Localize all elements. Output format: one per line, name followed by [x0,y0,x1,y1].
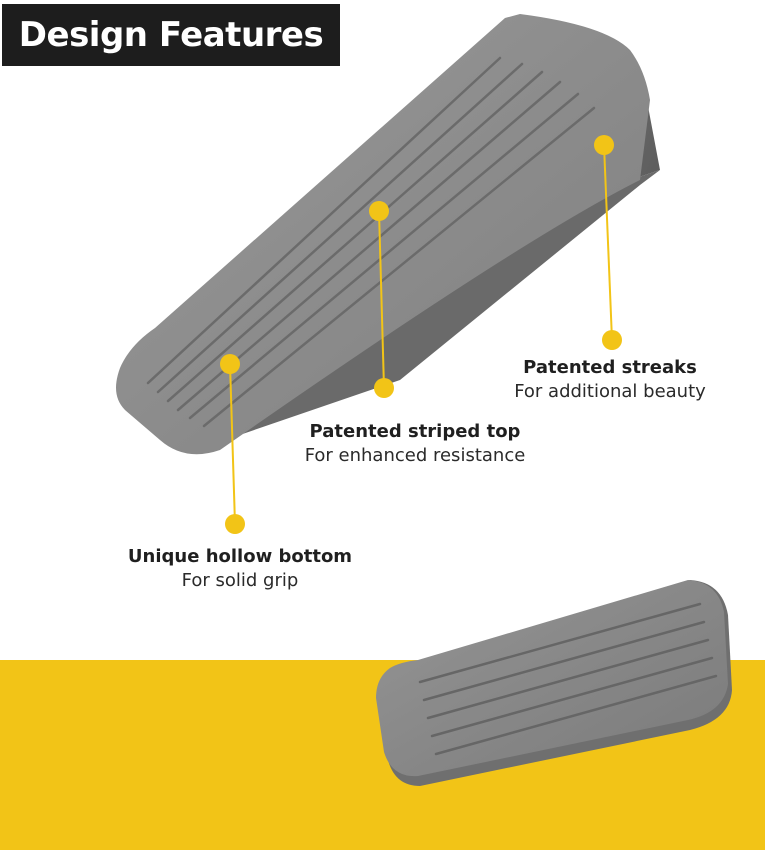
callout-subtext: For solid grip [181,570,299,591]
streaks-top-dot [594,135,614,155]
callout-patented-striped-top [270,420,560,468]
hollow-bottom-dot [225,514,245,534]
callout-heading: Unique hollow bottom [127,546,353,567]
callout-heading: Patented striped top [309,421,521,442]
striped-bottom-dot [374,378,394,398]
callout-heading: Patented streaks [523,357,697,378]
striped-top-dot [369,201,389,221]
page-title: Design Features [18,15,324,55]
callout-subtext: For additional beauty [514,381,706,402]
callout-subtext: For enhanced resistance [304,445,526,466]
callout-patented-streaks [470,356,750,404]
hollow-top-dot [220,354,240,374]
streaks-bottom-dot [602,330,622,350]
callout-unique-hollow-bottom [100,545,380,593]
